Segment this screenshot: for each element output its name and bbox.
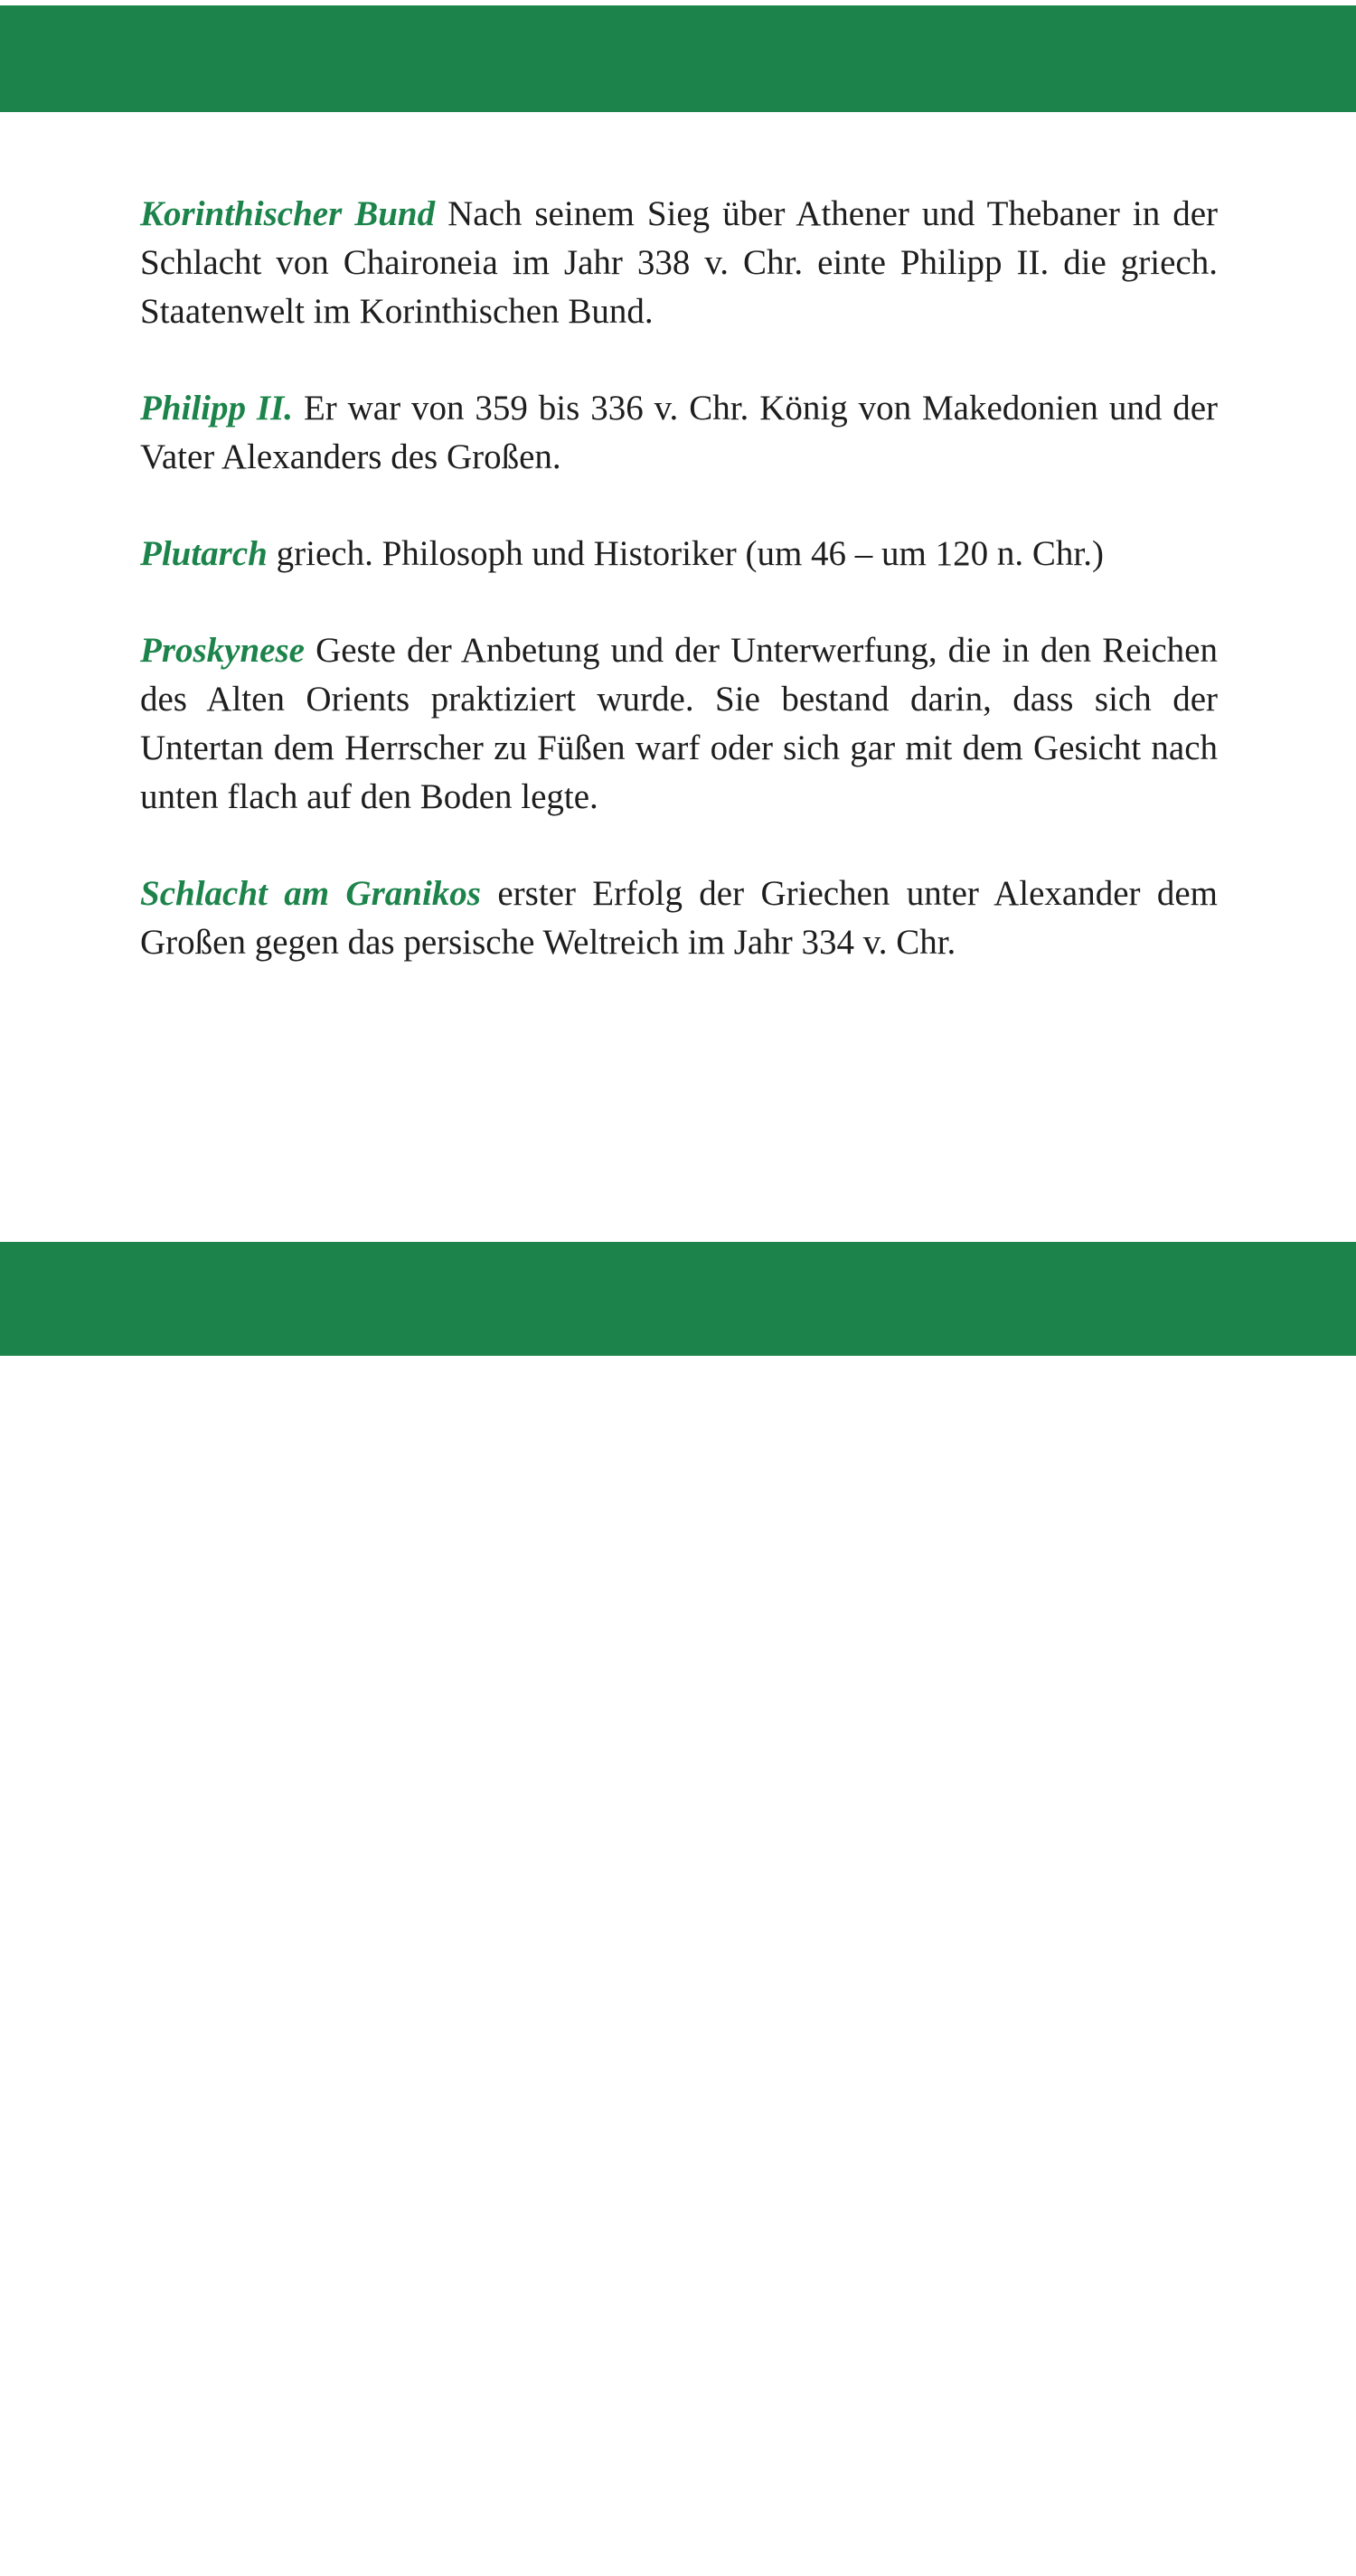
footer-band [0, 1242, 1356, 2576]
page-number: 9 [1284, 2540, 1300, 2576]
glossary-entry-schlacht-am-granikos [140, 870, 1218, 967]
glossary-entry-philipp-ii [140, 384, 1218, 482]
glossary-term: Korinthischer Bund [140, 194, 436, 233]
glossary-term: Plutarch [140, 534, 268, 573]
glossary-definition: Er war von 359 bis 336 v. Chr. König von Makedonien und der Vater Alexanders des Großen. [140, 389, 1219, 476]
glossary-term: Proskynese [140, 631, 305, 670]
glossary-entry-proskynese [140, 626, 1218, 822]
glossary-entry-korinthischer-bund [140, 190, 1218, 336]
glossary-definition: griech. Philosoph und Historiker (um 46 – um 120 n. Chr.) [276, 534, 1104, 573]
glossary-term: Philipp II. [140, 389, 294, 428]
glossary-term: Schlacht am Granikos [140, 874, 481, 913]
header-band [0, 5, 1356, 112]
glossary-definition: erster Erfolg der Griechen unter Alexander dem Großen gegen das persische Weltreich im Jahr 334 v. Chr. [140, 874, 1219, 962]
glossary-definition: Nach seinem Sieg über Athener und Thebaner in der Schlacht von Chaironeia im Jahr 338 v. Chr. einte Philipp II. die griech. Staatenwelt im Korinthischen Bund. [140, 194, 1218, 331]
glossary-list [140, 190, 1218, 967]
glossary-definition: Geste der Anbetung und der Unterwerfung, die in den Reichen des Alten Orients praktiziert wurde. Sie bestand darin, dass sich der Untertan dem Herrscher zu Füßen warf oder sich gar mit dem Gesicht nach unten flach auf den Boden legte. [140, 631, 1218, 816]
glossary-entry-plutarch [140, 530, 1218, 578]
